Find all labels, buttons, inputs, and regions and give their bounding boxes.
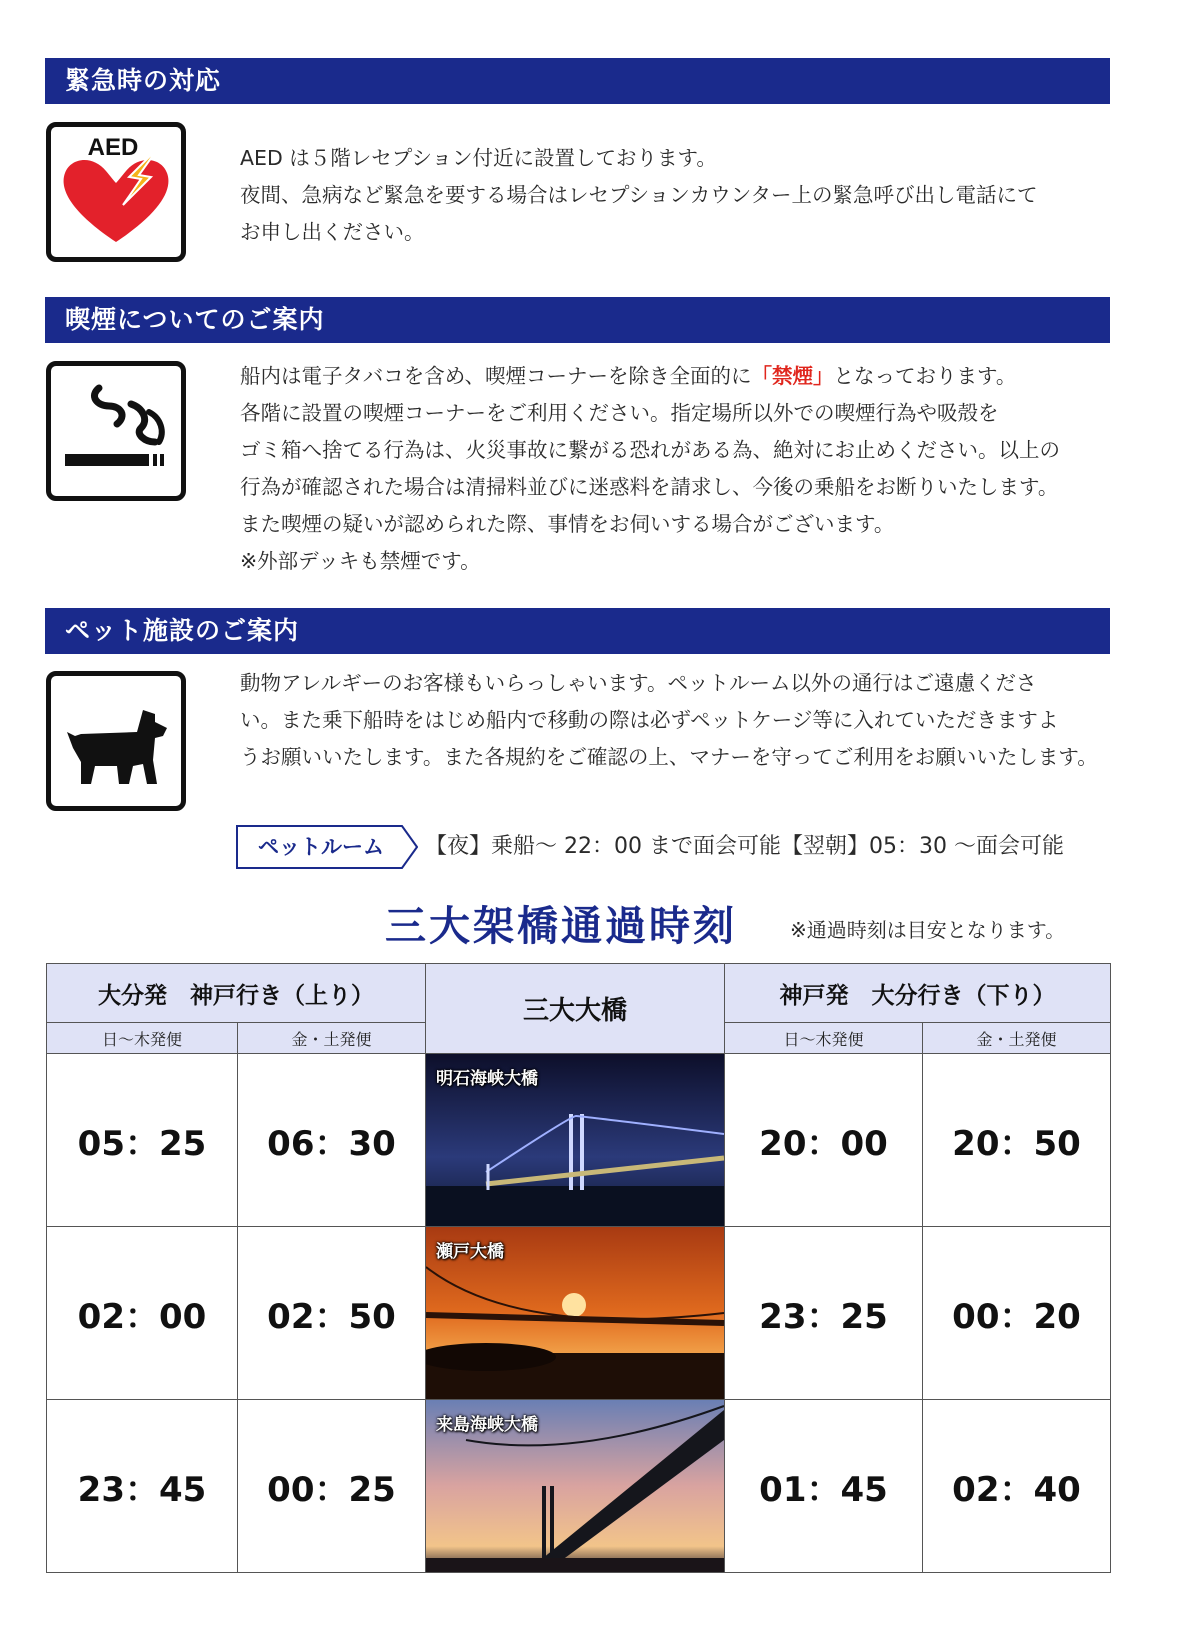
pet-room-hours: 【夜】乗船～ 22：00 まで面会可能【翌朝】05：30 ～面会可能 — [425, 834, 1064, 859]
bridge-name: 瀬戸大橋 — [436, 1242, 504, 1262]
time-cell: 02：00 — [47, 1227, 238, 1400]
pet-room-tag — [236, 825, 418, 869]
bridge-note: ※通過時刻は目安となります。 — [790, 918, 1066, 942]
pet-line: うお願いいたします。また各規約をご確認の上、マナーを守ってご利用をお願いいたします。 — [240, 745, 1098, 769]
emergency-line: 夜間、急病など緊急を要する場合はレセプションカウンター上の緊急呼び出し電話にて — [240, 183, 1038, 207]
dog-icon — [46, 671, 186, 811]
smoking-icon — [46, 361, 186, 501]
emergency-line: AED は５階レセプション付近に設置しております。 — [240, 146, 717, 170]
pet-line: い。また乗下船時をはじめ船内で移動の際は必ずペットケージ等に入れていただきますよ — [240, 708, 1059, 732]
subheader-down-weekday: 日～木発便 — [725, 1023, 923, 1054]
time-cell: 23：45 — [47, 1400, 238, 1573]
table-row — [47, 1227, 1111, 1400]
pet-text — [240, 665, 1110, 776]
time-cell: 05：25 — [47, 1054, 238, 1227]
table-row — [47, 1400, 1111, 1573]
subheader-up-weekend: 金・土発便 — [238, 1023, 426, 1054]
time-cell: 20：50 — [923, 1054, 1111, 1227]
smoking-line-1-start: 船内は電子タバコを含め、喫煙コーナーを除き全面的に — [240, 364, 752, 388]
section-bar-emergency: 緊急時の対応 — [45, 58, 1110, 104]
smoking-line-1-end: となっております。 — [833, 364, 1017, 388]
smoking-line: ゴミ箱へ捨てる行為は、火災事故に繋がる恐れがある為、絶対にお止めください。以上の — [240, 438, 1060, 462]
no-smoking-emphasis: 「禁煙」 — [751, 364, 834, 388]
time-cell: 00：25 — [238, 1400, 426, 1573]
smoking-line: 行為が確認された場合は清掃料並びに迷惑料を請求し、今後の乗船をお断りいたします。 — [240, 475, 1059, 499]
subheader-down-weekend: 金・土発便 — [923, 1023, 1111, 1054]
bridge-name: 明石海峡大橋 — [436, 1069, 538, 1089]
subheader-up-weekday: 日～木発便 — [47, 1023, 238, 1054]
aed-icon-label: AED — [87, 134, 139, 161]
time-cell: 00：20 — [923, 1227, 1111, 1400]
section-bar-pet: ペット施設のご案内 — [45, 608, 1110, 654]
akashi-bridge-photo — [426, 1054, 725, 1227]
bridge-section-title: 三大架橋通過時刻 — [385, 902, 737, 950]
smoking-line: 各階に設置の喫煙コーナーをご利用ください。指定場所以外での喫煙行為や吸殻を — [240, 401, 999, 425]
table-row — [47, 1054, 1111, 1227]
header-up: 大分発 神戸行き（上り） — [47, 964, 426, 1023]
emergency-line: お申し出ください。 — [240, 220, 425, 244]
time-cell: 23：25 — [725, 1227, 923, 1400]
header-down: 神戸発 大分行き（下り） — [725, 964, 1111, 1023]
smoking-line: ※外部デッキも禁煙です。 — [240, 549, 481, 573]
time-cell: 20：00 — [725, 1054, 923, 1227]
pet-room-label: ペットルーム — [258, 835, 384, 859]
time-cell: 02：50 — [238, 1227, 426, 1400]
seto-bridge-photo — [426, 1227, 725, 1400]
smoking-text — [240, 358, 1110, 580]
time-cell: 01：45 — [725, 1400, 923, 1573]
section-bar-smoking: 喫煙についてのご案内 — [45, 297, 1110, 343]
aed-icon — [46, 122, 186, 262]
time-cell: 06：30 — [238, 1054, 426, 1227]
smoking-line: また喫煙の疑いが認められた際、事情をお伺いする場合がございます。 — [240, 512, 895, 536]
kurushima-bridge-photo — [426, 1400, 725, 1573]
bridge-name: 来島海峡大橋 — [436, 1415, 538, 1435]
time-cell: 02：40 — [923, 1400, 1111, 1573]
pet-line: 動物アレルギーのお客様もいらっしゃいます。ペットルーム以外の通行はご遠慮くださ — [240, 671, 1037, 695]
bridge-timetable — [46, 963, 1111, 1573]
smoking-line-1 — [240, 358, 1110, 395]
header-bridges: 三大大橋 — [426, 964, 725, 1054]
emergency-text — [240, 140, 1110, 251]
